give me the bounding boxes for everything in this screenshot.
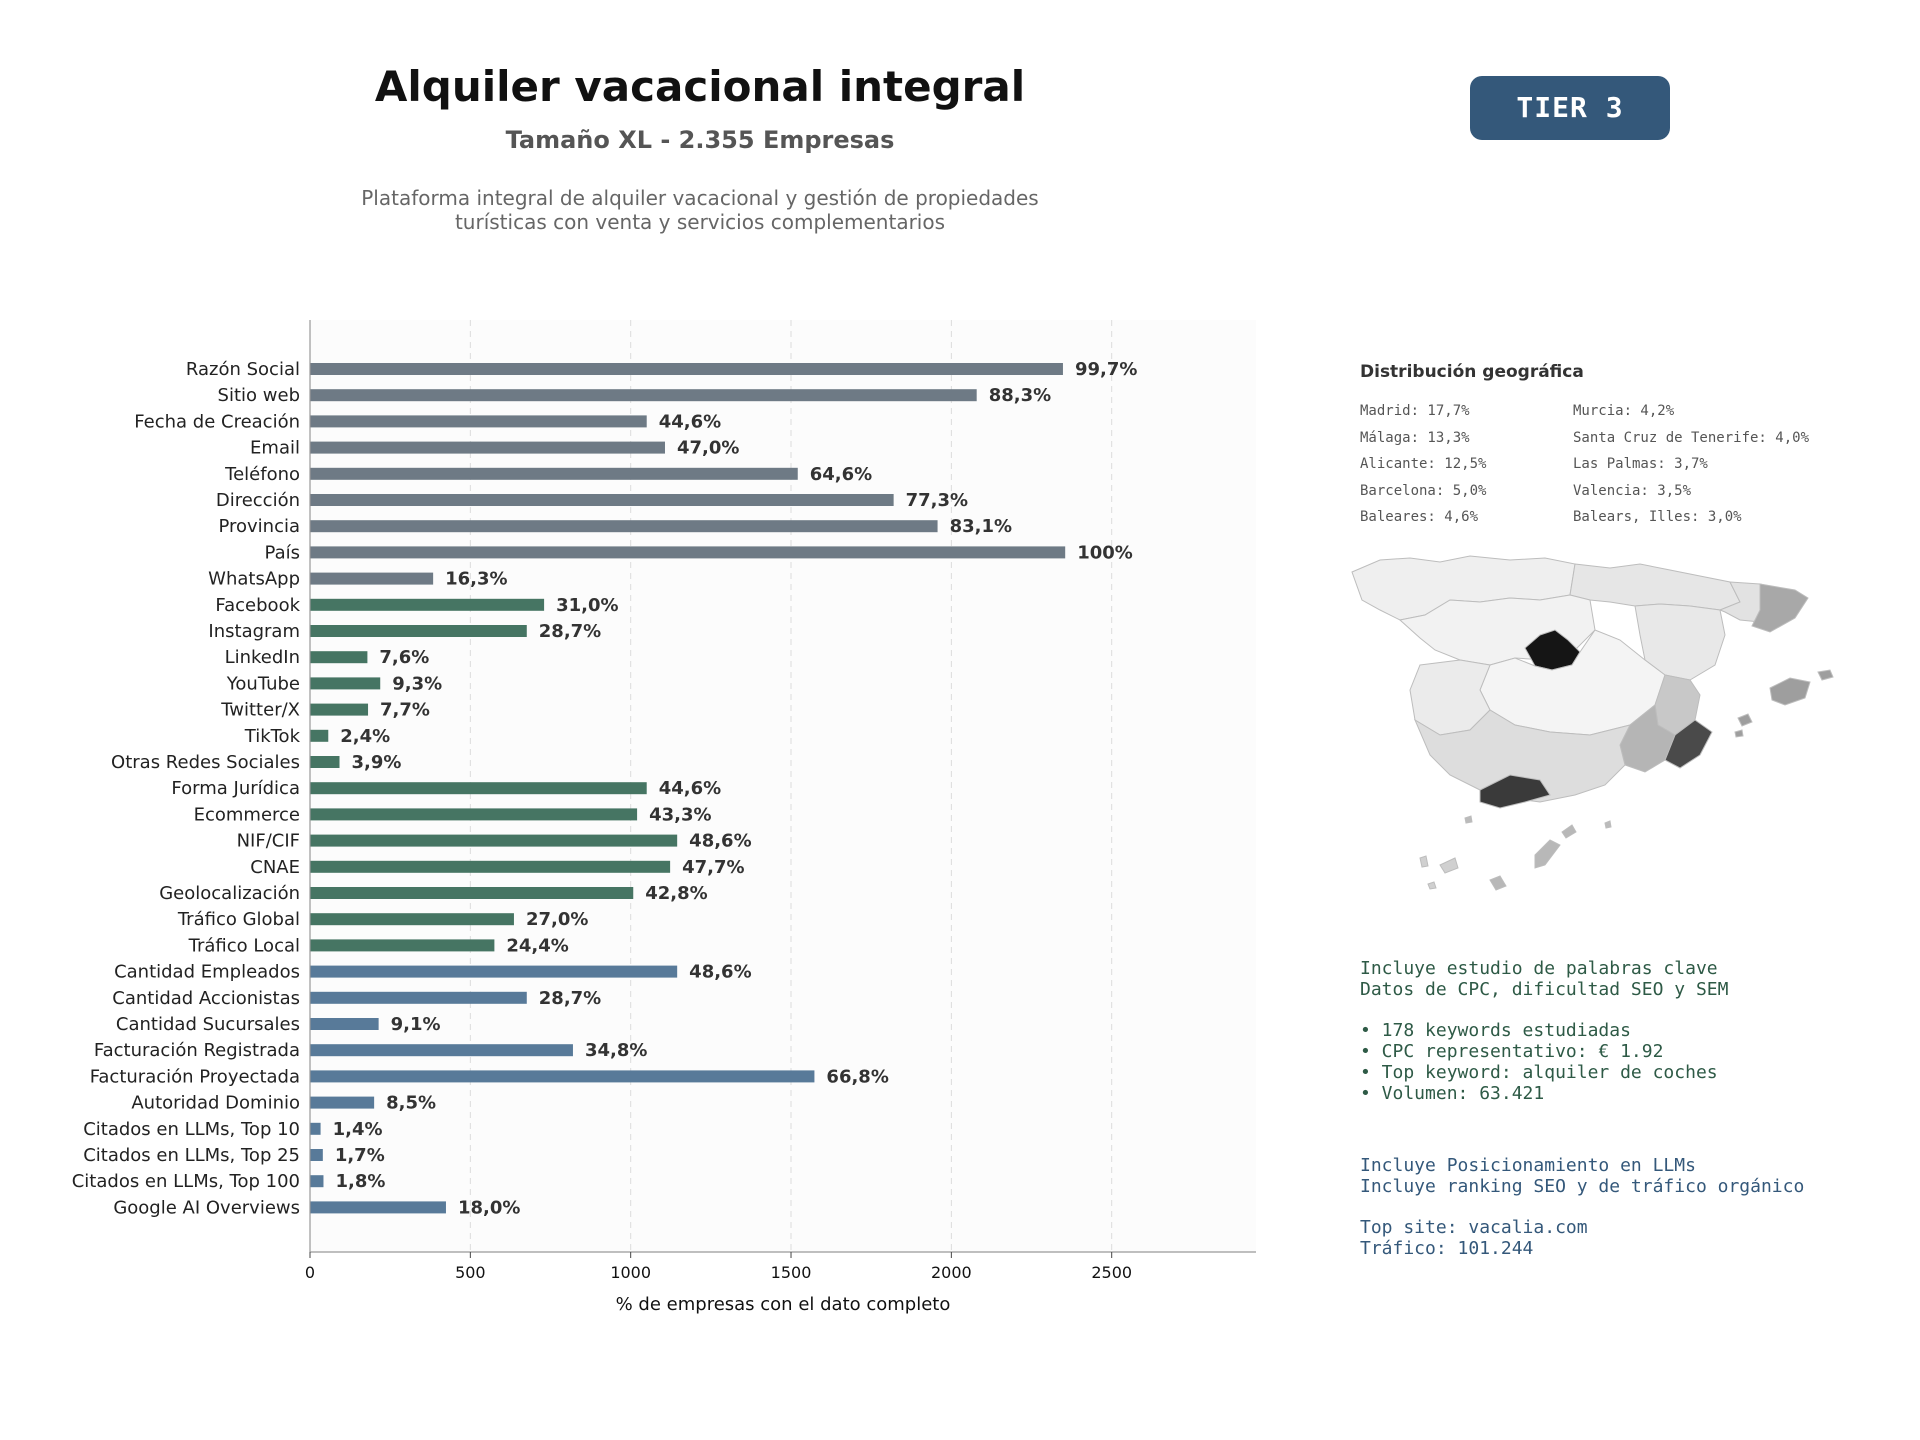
value-label: 1,4%: [332, 1118, 383, 1140]
value-label: 83,1%: [949, 516, 1013, 538]
page-description: [250, 186, 1150, 234]
bar: [310, 468, 798, 480]
map-region-baleares-mallorca: [1770, 678, 1810, 705]
map-region-canarias-fuerteventura: [1535, 840, 1560, 868]
x-tick-label: 1000: [610, 1263, 652, 1282]
value-label: 42,8%: [645, 883, 708, 904]
bar: [310, 704, 368, 716]
map-region-baleares-menorca: [1818, 670, 1833, 680]
geo-item: Santa Cruz de Tenerife: 4,0%: [1573, 429, 1810, 446]
value-label: 66,8%: [826, 1066, 889, 1088]
bar: [310, 1149, 323, 1161]
category-label: Forma Jurídica: [171, 778, 300, 800]
x-tick-label: 2000: [930, 1263, 972, 1282]
keywords-bullet: • Volumen: 63.421: [1360, 1083, 1545, 1104]
bar: [310, 677, 380, 689]
bar: [310, 1070, 814, 1082]
value-label: 99,7%: [1074, 359, 1138, 380]
value-label: 48,6%: [689, 961, 752, 983]
map-region-canarias-lanzarote: [1562, 825, 1576, 838]
description-line-2: turísticas con venta y servicios complementarios: [454, 210, 946, 234]
geo-item: Baleares: 4,6%: [1360, 509, 1479, 525]
bar: [310, 1123, 321, 1135]
bar: [310, 730, 328, 742]
bar: [310, 573, 433, 585]
bar: [310, 625, 527, 637]
category-label: Razón Social: [185, 359, 300, 380]
x-tick-label: 0: [304, 1263, 316, 1282]
bar: [310, 546, 1065, 558]
geo-item: Valencia: 3,5%: [1573, 482, 1692, 499]
spain-map: [1340, 540, 1860, 910]
value-label: 9,1%: [390, 1014, 441, 1035]
category-label: Teléfono: [225, 463, 300, 485]
llm-line-1: Incluye Posicionamiento en LLMs: [1360, 1155, 1696, 1176]
description-line-1: Plataforma integral de alquiler vacacional y gestión de propiedades: [361, 186, 1039, 210]
category-label: Geolocalización: [159, 883, 300, 904]
value-label: 8,5%: [386, 1092, 437, 1114]
bar: [310, 1097, 374, 1109]
bar: [310, 415, 647, 427]
x-tick-label: 1500: [770, 1263, 812, 1282]
keywords-panel: [1360, 958, 1900, 1104]
map-region-canarias-lapalma: [1420, 856, 1428, 867]
category-label: CNAE: [250, 856, 300, 878]
bar: [310, 1201, 446, 1213]
bar: [310, 363, 1063, 375]
bar: [310, 835, 677, 847]
value-label: 7,7%: [380, 699, 430, 721]
bar-chart: [0, 300, 1300, 1350]
geo-item: Madrid: 17,7%: [1360, 403, 1470, 419]
value-label: 28,7%: [538, 987, 602, 1009]
x-tick-label: 2500: [1091, 1263, 1133, 1282]
map-region-canarias-gomera: [1428, 882, 1436, 889]
bar: [310, 861, 670, 873]
bar: [310, 1044, 573, 1056]
category-label: Otras Redes Sociales: [111, 752, 300, 773]
geo-item: Balears, Illes: 3,0%: [1573, 509, 1742, 525]
category-label: Fecha de Creación: [134, 411, 300, 433]
value-label: 24,4%: [506, 935, 569, 957]
bar: [310, 651, 367, 663]
value-label: 31,0%: [556, 594, 619, 616]
value-label: 3,9%: [351, 752, 402, 773]
bar: [310, 992, 527, 1004]
keywords-line-1: Incluye estudio de palabras clave: [1360, 958, 1718, 979]
page-subtitle: Tamaño XL - 2.355 Empresas: [505, 126, 895, 154]
category-label: Cantidad Empleados: [114, 961, 300, 983]
map-region-canarias-laspalmas: [1490, 876, 1506, 890]
category-label: Facebook: [215, 594, 300, 616]
value-label: 43,3%: [649, 804, 712, 826]
bar: [310, 520, 938, 532]
map-region-canarias-tenerife: [1440, 858, 1458, 873]
value-label: 28,7%: [538, 621, 602, 642]
category-label: Autoridad Dominio: [131, 1092, 300, 1114]
category-label: Twitter/X: [221, 699, 300, 721]
value-label: 1,7%: [334, 1145, 385, 1166]
map-region-melilla: [1605, 821, 1611, 828]
category-label: Citados en LLMs, Top 10: [83, 1118, 300, 1140]
map-region-baleares-ibiza: [1738, 714, 1752, 726]
category-label: TikTok: [244, 725, 300, 747]
category-label: NIF/CIF: [236, 830, 300, 852]
bar: [310, 887, 633, 899]
bar: [310, 966, 677, 978]
category-label: Sitio web: [217, 385, 300, 407]
value-label: 100%: [1077, 542, 1133, 564]
value-label: 18,0%: [457, 1197, 521, 1219]
value-label: 64,6%: [809, 463, 873, 485]
top-site: Top site: vacalia.com: [1360, 1217, 1588, 1238]
category-label: Citados en LLMs, Top 100: [71, 1171, 300, 1193]
category-label: Cantidad Accionistas: [112, 987, 300, 1009]
value-label: 9,3%: [392, 673, 443, 695]
map-region-baleares-formentera: [1735, 730, 1743, 737]
geo-title: Distribución geográfica: [1360, 362, 1584, 382]
map-region-barcelona: [1752, 584, 1808, 632]
geo-item: Murcia: 4,2%: [1573, 403, 1675, 419]
x-tick-label: 500: [455, 1263, 486, 1282]
category-label: Cantidad Sucursales: [115, 1014, 300, 1035]
category-label: Tráfico Local: [188, 935, 300, 957]
bar: [310, 782, 647, 794]
value-label: 88,3%: [988, 385, 1052, 407]
top-site-traffic: Tráfico: 101.244: [1360, 1238, 1534, 1259]
llm-line-2: Incluye ranking SEO y de tráfico orgánico: [1360, 1176, 1805, 1197]
value-label: 34,8%: [584, 1040, 648, 1062]
category-label: WhatsApp: [208, 568, 300, 590]
bar: [310, 808, 637, 820]
value-label: 44,6%: [658, 411, 722, 433]
page-title: Alquiler vacacional integral: [374, 62, 1026, 111]
keywords-bullet: • CPC representativo: € 1.92: [1360, 1041, 1664, 1062]
bar: [310, 1175, 323, 1187]
category-label: Dirección: [215, 490, 300, 511]
x-axis-label: % de empresas con el dato completo: [615, 1294, 951, 1315]
category-label: Email: [250, 437, 300, 459]
keywords-line-2: Datos de CPC, dificultad SEO y SEM: [1360, 979, 1729, 1000]
bar: [310, 756, 340, 768]
llm-panel: [1360, 1155, 1900, 1259]
category-label: País: [264, 542, 300, 564]
category-label: LinkedIn: [224, 647, 300, 669]
value-label: 47,0%: [676, 437, 740, 459]
category-label: Facturación Proyectada: [89, 1066, 300, 1088]
category-label: Provincia: [218, 516, 300, 538]
tier-badge: TIER 3: [1470, 76, 1670, 140]
category-label: Ecommerce: [193, 804, 300, 826]
category-label: Instagram: [208, 621, 300, 642]
map-region-ceuta: [1465, 816, 1472, 823]
bar: [310, 442, 665, 454]
category-label: Facturación Registrada: [93, 1040, 300, 1062]
bar: [310, 494, 894, 506]
geo-item: Alicante: 12,5%: [1360, 456, 1487, 472]
geo-item: Barcelona: 5,0%: [1360, 482, 1487, 499]
value-label: 16,3%: [445, 568, 508, 590]
keywords-bullet: • Top keyword: alquiler de coches: [1360, 1062, 1718, 1083]
value-label: 2,4%: [340, 725, 391, 747]
value-label: 7,6%: [379, 647, 430, 669]
geo-item: Las Palmas: 3,7%: [1573, 456, 1708, 472]
value-label: 27,0%: [525, 909, 589, 931]
category-label: Tráfico Global: [177, 909, 300, 931]
value-label: 48,6%: [689, 830, 752, 852]
category-label: Google AI Overviews: [113, 1197, 300, 1219]
category-label: YouTube: [226, 673, 300, 695]
value-label: 47,7%: [682, 856, 745, 878]
value-label: 44,6%: [658, 778, 722, 800]
value-label: 77,3%: [905, 490, 969, 511]
bar: [310, 913, 514, 925]
value-label: 1,8%: [335, 1171, 386, 1193]
keywords-bullet: • 178 keywords estudiadas: [1360, 1020, 1631, 1041]
geo-item: Málaga: 13,3%: [1360, 429, 1470, 446]
geo-distribution-list: [1360, 398, 1880, 531]
bar: [310, 599, 544, 611]
bar: [310, 939, 494, 951]
bar: [310, 1018, 379, 1030]
bar: [310, 389, 977, 401]
category-label: Citados en LLMs, Top 25: [83, 1145, 300, 1166]
map-region-north-east: [1570, 564, 1740, 610]
